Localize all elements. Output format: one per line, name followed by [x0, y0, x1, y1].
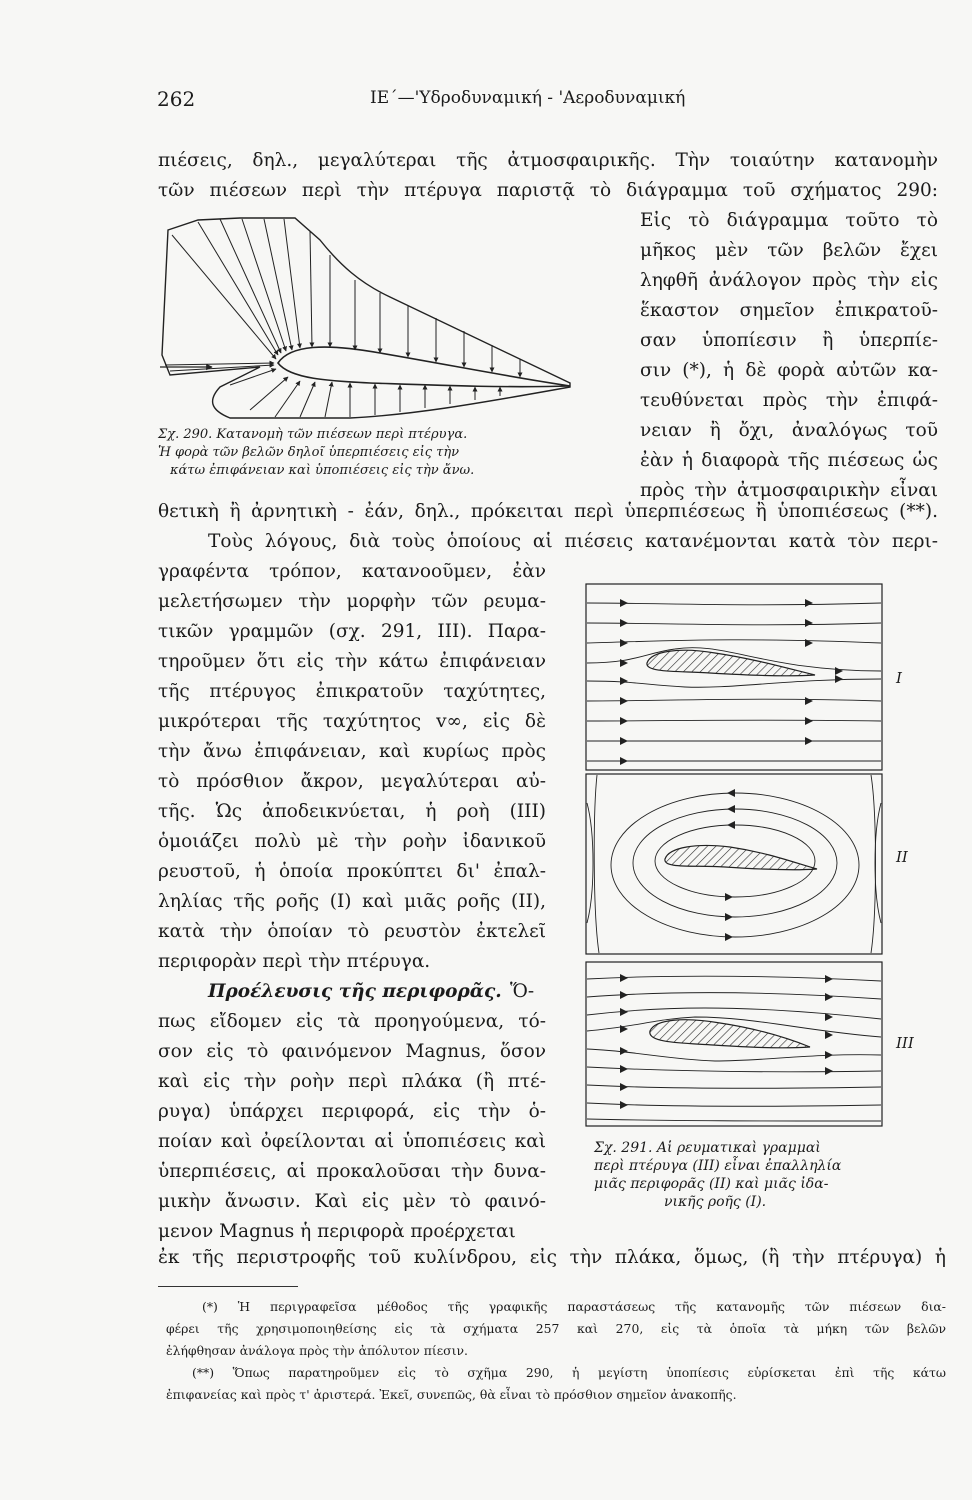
text-line: περιφορὰν περὶ τὴν πτέρυγα.	[158, 951, 431, 972]
text-line: τηροῦμεν ὅτι εἰς τὴν κάτω ἐπιφάνειαν	[158, 651, 546, 672]
figure-291-caption-line: περὶ πτέρυγα (III) εἶναι ἐπαλληλία	[594, 1158, 842, 1174]
text-line: κατὰ τὴν ὁποίαν τὸ ρευστὸν ἐκτελεῖ	[158, 921, 546, 942]
figure-291-panel-II	[585, 773, 885, 955]
text-line: ληφθῆ ἀνάλογον πρὸς τὴν εἰς	[640, 270, 938, 291]
text-line: γραφέντα τρόπον, κατανοοῦμεν, ἐὰν	[158, 561, 546, 582]
figure-291-label-I: I	[896, 669, 902, 687]
text-line: σιν (*), ἡ δὲ φορὰ αὐτῶν κα-	[640, 360, 938, 381]
text-line: τευθύνεται πρὸς τὴν ἐπιφά-	[640, 390, 938, 411]
text-line: ἕκαστον σημεῖον ἐπικρατοῦ-	[640, 300, 938, 321]
text-line: ρευστοῦ, ἡ ὁποία προκύπτει δι' ἐπαλ-	[158, 861, 546, 882]
footnote-line: ἐπιφανείας καὶ πρὸς τ' ἀριστερά. Ἐκεῖ, συνεπῶς, θὰ εἶναι τὸ πρόσθιον σημεῖον ἀνακοπῆς.	[166, 1387, 737, 1402]
figure-291-caption-line: νικῆς ροῆς (I).	[664, 1194, 767, 1210]
text-line: πιέσεις, δηλ., μεγαλύτεραι τῆς ἀτμοσφαιρικῆς. Τὴν τοιαύτην κατανομὴν	[158, 150, 938, 171]
text-line: τῆς πτέρυγος ἐπικρατοῦν ταχύτητες,	[158, 681, 546, 702]
footnote-divider	[158, 1286, 298, 1287]
figure-291-label-II: II	[896, 848, 908, 866]
figure-291-panel-I	[585, 583, 885, 773]
figure-291-panel-III	[585, 961, 885, 1127]
running-title: ΙΕ΄—'Υδροδυναμική - 'Αεροδυναμική	[370, 88, 686, 108]
text-line: Τοὺς λόγους, διὰ τοὺς ὁποίους αἱ πιέσεις κατανέμονται κατὰ τὸν περι-	[208, 531, 938, 552]
text-line: ρυγα) ὑπάρχει περιφορά, εἰς τὴν ὁ-	[158, 1101, 546, 1122]
text-line: πρὸς τὴν ἀτμοσφαιρικὴν εἶναι	[640, 480, 938, 501]
text-line: ὑπερπιέσεις, αἱ προκαλοῦσαι τὴν δυνα-	[158, 1161, 546, 1182]
text-line: καὶ εἰς τὴν ροὴν περὶ πλάκα (ἢ πτέ-	[158, 1071, 546, 1092]
text-line: τῶν πιέσεων περὶ τὴν πτέρυγα παριστᾷ τὸ διάγραμμα τοῦ σχήματος 290:	[158, 180, 938, 201]
text-line: τὸ πρόσθιον ἄκρον, μεγαλύτεραι αὐ-	[158, 771, 546, 792]
text-line: ἐὰν ἡ διαφορὰ τῆς πιέσεως ὡς	[640, 450, 938, 471]
page-number: 262	[157, 87, 196, 111]
text-line: Εἰς τὸ διάγραμμα τοῦτο τὸ	[640, 210, 938, 231]
text-line: Ὅ-	[510, 981, 535, 1002]
footnote-line: ἐλήφθησαν ἀνάλογα πρὸς τὴν ἀπόλυτον πίεσιν.	[166, 1343, 468, 1358]
text-line: τῆς. Ὡς ἀποδεικνύεται, ἡ ροὴ (III)	[158, 801, 546, 822]
text-line: ληλίας τῆς ροῆς (I) καὶ μιᾶς ροῆς (II),	[158, 891, 546, 912]
text-line: τὴν ἄνω ἐπιφάνειαν, καὶ κυρίως πρὸς	[158, 741, 546, 762]
text-line: νειαν ἢ ὄχι, ἀναλόγως τοῦ	[640, 420, 938, 441]
figure-290-caption-line: Σχ. 290. Κατανομὴ τῶν πιέσεων περὶ πτέρυγα.	[158, 427, 468, 442]
figure-290-pressure-diagram	[150, 205, 630, 420]
figure-290-caption-line: κάτω ἐπιφάνειαν καὶ ὑποπιέσεις εἰς τὴν ἄνω.	[170, 463, 475, 478]
figure-290-caption-line: Ἡ φορὰ τῶν βελῶν δηλοῖ ὑπερπιέσεις εἰς τὴν	[158, 445, 460, 460]
text-line: ὁμοιάζει πολὺ μὲ τὴν ροὴν ἰδανικοῦ	[158, 831, 546, 852]
text-line: τικῶν γραμμῶν (σχ. 291, III). Παρα-	[158, 621, 546, 642]
text-line: μενον Magnus ἡ περιφορὰ προέρχεται	[158, 1221, 516, 1242]
figure-291-label-III: III	[896, 1034, 914, 1052]
footnote-line: φέρει τῆς χρησιμοποιηθείσης εἰς τὰ σχήματα 257 καὶ 270, εἰς τὰ ὁποῖα τὰ μήκη τῶν βελῶν	[166, 1321, 946, 1336]
text-line: μῆκος μὲν τῶν βελῶν ἔχει	[640, 240, 938, 261]
text-line: ἐκ τῆς περιστροφῆς τοῦ κυλίνδρου, εἰς τὴν πλάκα, ὅμως, (ἢ τὴν πτέρυγα) ἡ	[158, 1247, 946, 1268]
footnote-line: (**) Ὅπως παρατηροῦμεν εἰς τὸ σχῆμα 290, ἡ μεγίστη ὑποπίεσις εὑρίσκεται ἐπὶ τῆς κάτω	[192, 1365, 946, 1380]
text-line: πως εἴδομεν εἰς τὰ προηγούμενα, τό-	[158, 1011, 546, 1032]
text-line: σαν ὑποπίεσιν ἢ ὑπερπίε-	[640, 330, 938, 351]
text-line: ποίαν καὶ ὀφείλονται αἱ ὑποπιέσεις καὶ	[158, 1131, 546, 1152]
text-line: μικρότεραι τῆς ταχύτητος v∞, εἰς δὲ	[158, 711, 546, 732]
text-line: σον εἰς τὸ φαινόμενον Magnus, ὅσον	[158, 1041, 546, 1062]
section-heading: Προέλευσις τῆς περιφορᾶς.	[208, 981, 502, 1002]
text-line: μικὴν ἄνωσιν. Καὶ εἰς μὲν τὸ φαινό-	[158, 1191, 546, 1212]
text-line: θετικὴ ἢ ἀρνητικὴ - ἐάν, δηλ., πρόκειται περὶ ὑπερπιέσεως ἢ ὑποπιέσεως (**).	[158, 501, 938, 522]
figure-291-caption-line: μιᾶς περιφορᾶς (II) καὶ μιᾶς ἰδα-	[594, 1176, 829, 1192]
figure-291-caption-line: Σχ. 291. Αἱ ρευματικαὶ γραμμαὶ	[594, 1140, 821, 1156]
footnote-line: (*) Ἡ περιγραφεῖσα μέθοδος τῆς γραφικῆς παραστάσεως τῆς κατανομῆς τῶν πιέσεων δια-	[202, 1299, 946, 1314]
text-line: μελετήσωμεν τὴν μορφὴν τῶν ρευμα-	[158, 591, 546, 612]
